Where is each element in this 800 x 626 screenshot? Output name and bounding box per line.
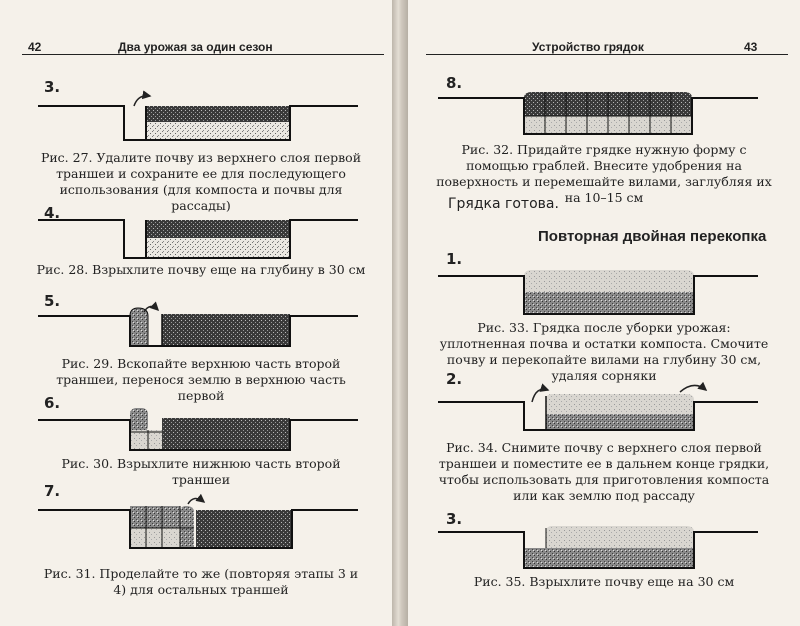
step-number: 3. bbox=[44, 78, 61, 96]
diagram-fig-34 bbox=[438, 382, 758, 438]
step-number: 6. bbox=[44, 394, 61, 412]
figure-caption: Рис. 29. Вскопайте верхнюю часть второй траншеи, перенося землю в верхнюю часть первой bbox=[56, 356, 346, 403]
header-rule bbox=[22, 54, 384, 55]
page-number: 42 bbox=[28, 40, 42, 54]
right-page bbox=[408, 0, 800, 626]
book-gutter bbox=[392, 0, 408, 626]
figure-caption: Рис. 30. Взрыхлите нижнюю часть второй траншеи bbox=[61, 456, 341, 487]
step-number: 2. bbox=[446, 370, 463, 388]
diagram-fig-32 bbox=[438, 88, 758, 138]
step-number: 4. bbox=[44, 204, 61, 222]
step-number: 8. bbox=[446, 74, 463, 92]
figure-caption: Рис. 27. Удалите почву из верхнего слоя первой траншеи и сохраните ее для последующего использования (для компоста и почвы для рассады) bbox=[40, 150, 362, 213]
step-number: 5. bbox=[44, 292, 61, 310]
step-number: 1. bbox=[446, 250, 463, 268]
diagram-fig-33 bbox=[438, 264, 758, 320]
diagram-fig-29 bbox=[38, 306, 358, 350]
figure-caption: Рис. 34. Снимите почву с верхнего слоя первой траншеи и поместите ее в дальнем конце грядки, чтобы использовать для приготовления компоста или как землю под рассаду bbox=[438, 440, 770, 503]
figure-caption: Рис. 33. Грядка после уборки урожая: уплотненная почва и остатки компоста. Смочите почву и перекопайте вилами на глубину 30 см, удаляя сорняки bbox=[439, 320, 769, 383]
ready-text: Грядка готова. bbox=[448, 196, 559, 212]
running-title: Два урожая за один сезон bbox=[118, 40, 273, 54]
section-title: Повторная двойная перекопка bbox=[538, 228, 767, 245]
diagram-fig-35 bbox=[438, 518, 758, 574]
step-number: 3. bbox=[446, 510, 463, 528]
left-page bbox=[0, 0, 392, 626]
step-number: 7. bbox=[44, 482, 61, 500]
header-rule bbox=[426, 54, 788, 55]
diagram-fig-31 bbox=[38, 500, 358, 556]
diagram-fig-30 bbox=[38, 406, 358, 454]
diagram-fig-28 bbox=[38, 218, 358, 262]
figure-caption: Рис. 31. Проделайте то же (повторяя этапы 3 и 4) для остальных траншей bbox=[43, 566, 359, 597]
figure-caption: Рис. 28. Взрыхлите почву еще на глубину в 30 см bbox=[36, 262, 366, 277]
diagram-fig-27 bbox=[38, 92, 358, 148]
page-number: 43 bbox=[744, 40, 758, 54]
figure-caption: Рис. 32. Придайте грядке нужную форму с помощью граблей. Внесите удобрения на поверхность и перемешайте вилами, заглубляя их на 10–15 см bbox=[436, 142, 772, 205]
running-title: Устройство грядок bbox=[532, 40, 644, 54]
figure-caption: Рис. 35. Взрыхлите почву еще на 30 см bbox=[473, 574, 735, 589]
